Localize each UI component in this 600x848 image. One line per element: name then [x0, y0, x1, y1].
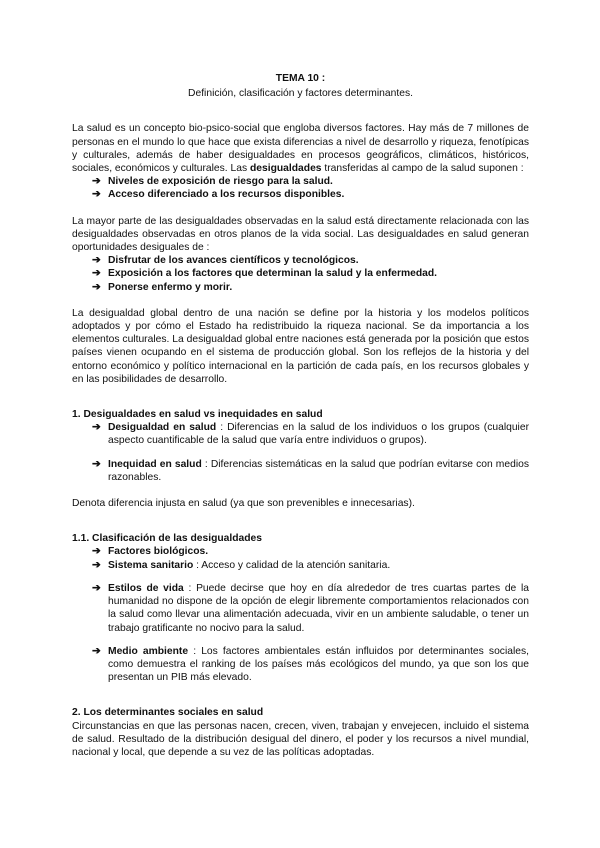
- para2-list: [72, 254, 529, 294]
- section-1-1-heading: 1.1. Clasificación de las desigualdades: [72, 533, 262, 545]
- list-item: ➔ Sistema sanitario : Acceso y calidad de la atención sanitaria.: [92, 559, 391, 571]
- section-2-text: Circunstancias en que las personas nacen, crecen, viven, trabajan y envejecen, incluido el sistema de salud. Resultado de la distribución desigual del dinero, el poder y los recursos a nivel mundial, nacional y local, que depende a su vez de las políticas adoptadas.: [72, 720, 529, 758]
- arrow-icon: ➔: [92, 458, 101, 470]
- intro-paragraph: [72, 122, 529, 175]
- list-item: ➔ Exposición a los factores que determinan la salud y la enfermedad.: [92, 268, 438, 280]
- intro-bold-term: desigualdades: [250, 163, 322, 175]
- section-2-heading: 2. Los determinantes sociales en salud: [72, 707, 264, 719]
- document-title: TEMA 10 :: [275, 73, 326, 84]
- arrow-icon: ➔: [92, 189, 101, 201]
- list-item: ➔ Acceso diferenciado a los recursos disponibles.: [92, 189, 345, 201]
- intro-text-b: transferidas al campo de la salud suponen :: [321, 163, 524, 175]
- arrow-icon: ➔: [92, 546, 101, 558]
- list-item: ➔ Inequidad en salud : Diferencias sistemáticas en la salud que podrían evitarse con medios razonables.: [92, 458, 529, 483]
- arrow-icon: ➔: [92, 281, 101, 293]
- document-subtitle: Definición, clasificación y factores determinantes.: [188, 88, 413, 100]
- section-1-note: Denota diferencia injusta en salud (ya que son prevenibles e innecesarias).: [72, 498, 415, 510]
- arrow-icon: ➔: [92, 422, 101, 434]
- intro-list: [72, 175, 529, 201]
- section-1-list: [72, 421, 529, 484]
- arrow-icon: ➔: [92, 176, 101, 188]
- list-item: ➔ Ponerse enfermo y morir.: [92, 281, 233, 293]
- intro-text-a: La salud es un concepto bio-psico-social que engloba diversos factores. Hay más de 7 millones de personas en el mundo lo que hace que exista diferencias a nivel de desarrollo y riqueza, fenotípicas y culturales, además de haber desigualdades en procesos geográficos, climáticos, históricos, sociales, económicos y culturales. Las: [72, 123, 529, 175]
- arrow-icon: ➔: [92, 268, 101, 280]
- section-1-1-list: [72, 545, 529, 684]
- paragraph-3: La desigualdad global dentro de una nación se define por la historia y los modelos políticos adoptados y por cómo el Estado ha redistribuido la riqueza nacional. Se da importancia a los elementos culturales. La desigualdad global entre naciones está generada por la posición que estos países vienen ocupando en el sistema de producción global. Son los reflejos de la historia y del entorno económico y político internacional en la partición de cada país, en los recursos globales y en las posibilidades de desarrollo.: [72, 307, 529, 385]
- list-item: ➔ Medio ambiente : Los factores ambientales están influidos por determinantes sociales, como demuestra el ranking de los países más ecológicos del mundo, ya que son los que presentan un PIB más elevado.: [92, 645, 529, 684]
- arrow-icon: ➔: [92, 559, 101, 571]
- list-item: ➔ Desigualdad en salud : Diferencias en la salud de los individuos o los grupos (cualquier aspecto cuantificable de la salud que varía entre individuos o grupos).: [92, 422, 530, 447]
- list-item: ➔ Niveles de exposición de riesgo para la salud.: [92, 176, 333, 188]
- document-page: [72, 72, 529, 759]
- list-item: ➔ Factores biológicos.: [92, 546, 209, 558]
- list-item: ➔ Estilos de vida : Puede decirse que hoy en día alrededor de tres cuartas partes de la humanidad no dispone de la opción de elegir libremente comportamientos relacionados con la salud como llevar una alimentación adecuada, vivir en un ambiente saludable, o tener un trabajo gratificante no nocivo para la salud.: [92, 582, 530, 634]
- paragraph-2: La mayor parte de las desigualdades observadas en la salud está directamente relacionada con las desigualdades observadas en otros planos de la vida social. Las desigualdades en salud generan oportunidades desiguales de :: [72, 215, 529, 254]
- list-item: ➔ Disfrutar de los avances científicos y tecnológicos.: [92, 255, 359, 267]
- arrow-icon: ➔: [92, 255, 101, 267]
- arrow-icon: ➔: [92, 645, 101, 657]
- arrow-icon: ➔: [92, 582, 101, 594]
- section-1-heading: 1. Desigualdades en salud vs inequidades en salud: [72, 409, 323, 421]
